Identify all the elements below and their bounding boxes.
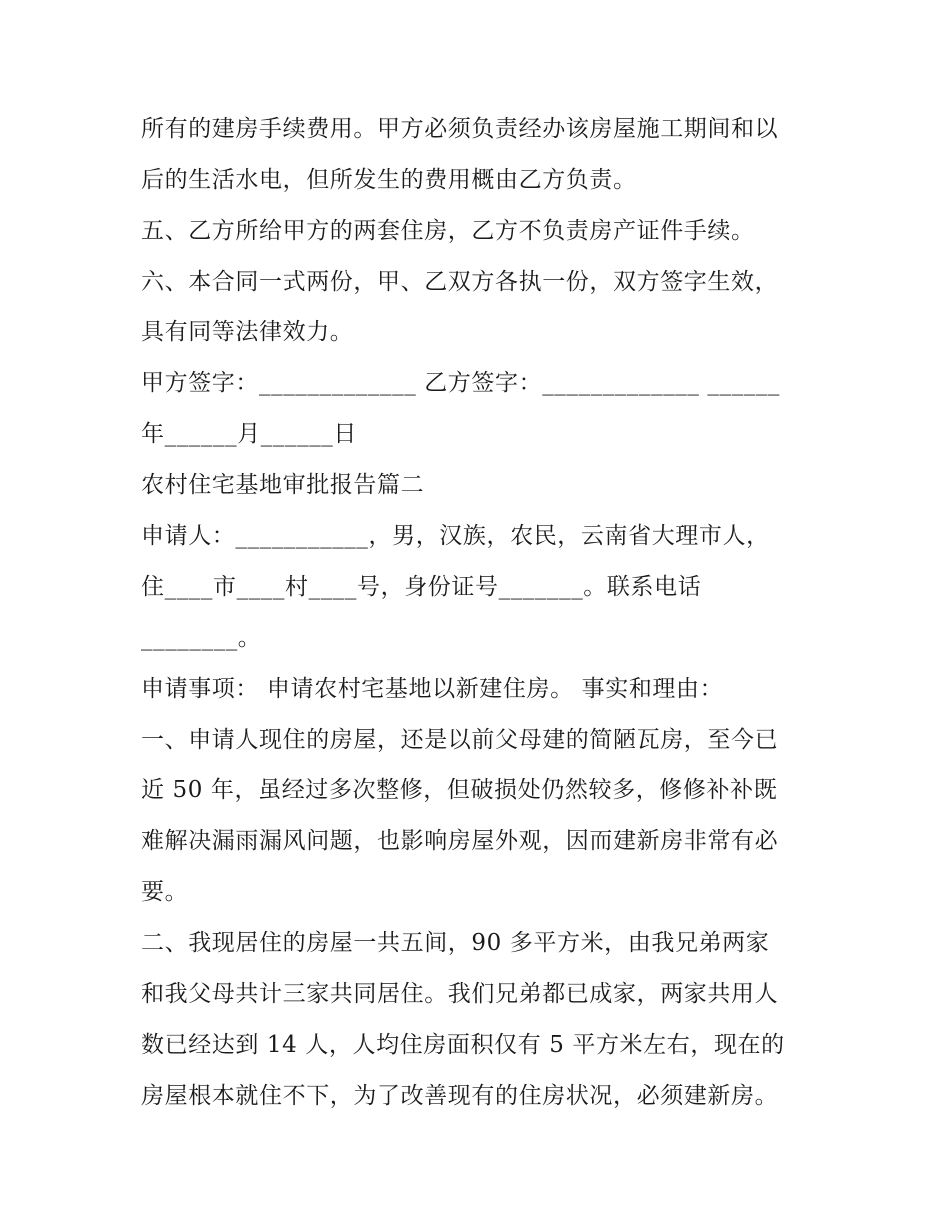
reason-two: 二、我现居住的房屋一共五间，90 多平方米，由我兄弟两家	[141, 930, 770, 956]
date-line: 年______月______日	[141, 421, 357, 447]
address-line: 住____市____村____号，身份证号_______。联系电话	[141, 574, 702, 600]
applicant-line: 申请人：___________，男，汉族，农民，云南省大理市人，	[141, 523, 770, 549]
paragraph-line: 难解决漏雨漏风问题，也影响房屋外观，因而建新房非常有必	[141, 828, 779, 854]
reason-one: 一、申请人现住的房屋，还是以前父母建的简陋瓦房，至今已	[141, 727, 779, 753]
paragraph-line: 所有的建房手续费用。甲方必须负责经办该房屋施工期间和以	[141, 116, 779, 142]
signature-line: 甲方签字：_____________ 乙方签字：_____________ ______	[141, 370, 781, 396]
paragraph-line: 房屋根本就住不下，为了改善现有的住房状况，必须建新房。	[141, 1083, 779, 1109]
paragraph-line: 数已经达到 14 人，人均住房面积仅有 5 平方米左右，现在的	[141, 1032, 785, 1058]
paragraph-line: 后的生活水电，但所发生的费用概由乙方负责。	[141, 167, 637, 193]
clause-six: 六、本合同一式两份，甲、乙双方各执一份，双方签字生效，	[141, 269, 779, 295]
paragraph-line: 要。	[141, 879, 189, 905]
paragraph-line: 近 50 年，虽经过多次整修，但破损处仍然较多，修修补补既	[141, 777, 778, 803]
clause-five: 五、乙方所给甲方的两套住房，乙方不负责房产证件手续。	[141, 218, 755, 244]
paragraph-line: 和我父母共计三家共同居住。我们兄弟都已成家，两家共用人	[141, 981, 779, 1007]
phone-blank-line: ________。	[141, 625, 262, 651]
paragraph-line: 具有同等法律效力。	[141, 319, 354, 345]
request-items-line: 申请事项： 申请农村宅基地以新建住房。 事实和理由：	[141, 676, 724, 702]
section-title: 农村住宅基地审批报告篇二	[141, 472, 425, 498]
